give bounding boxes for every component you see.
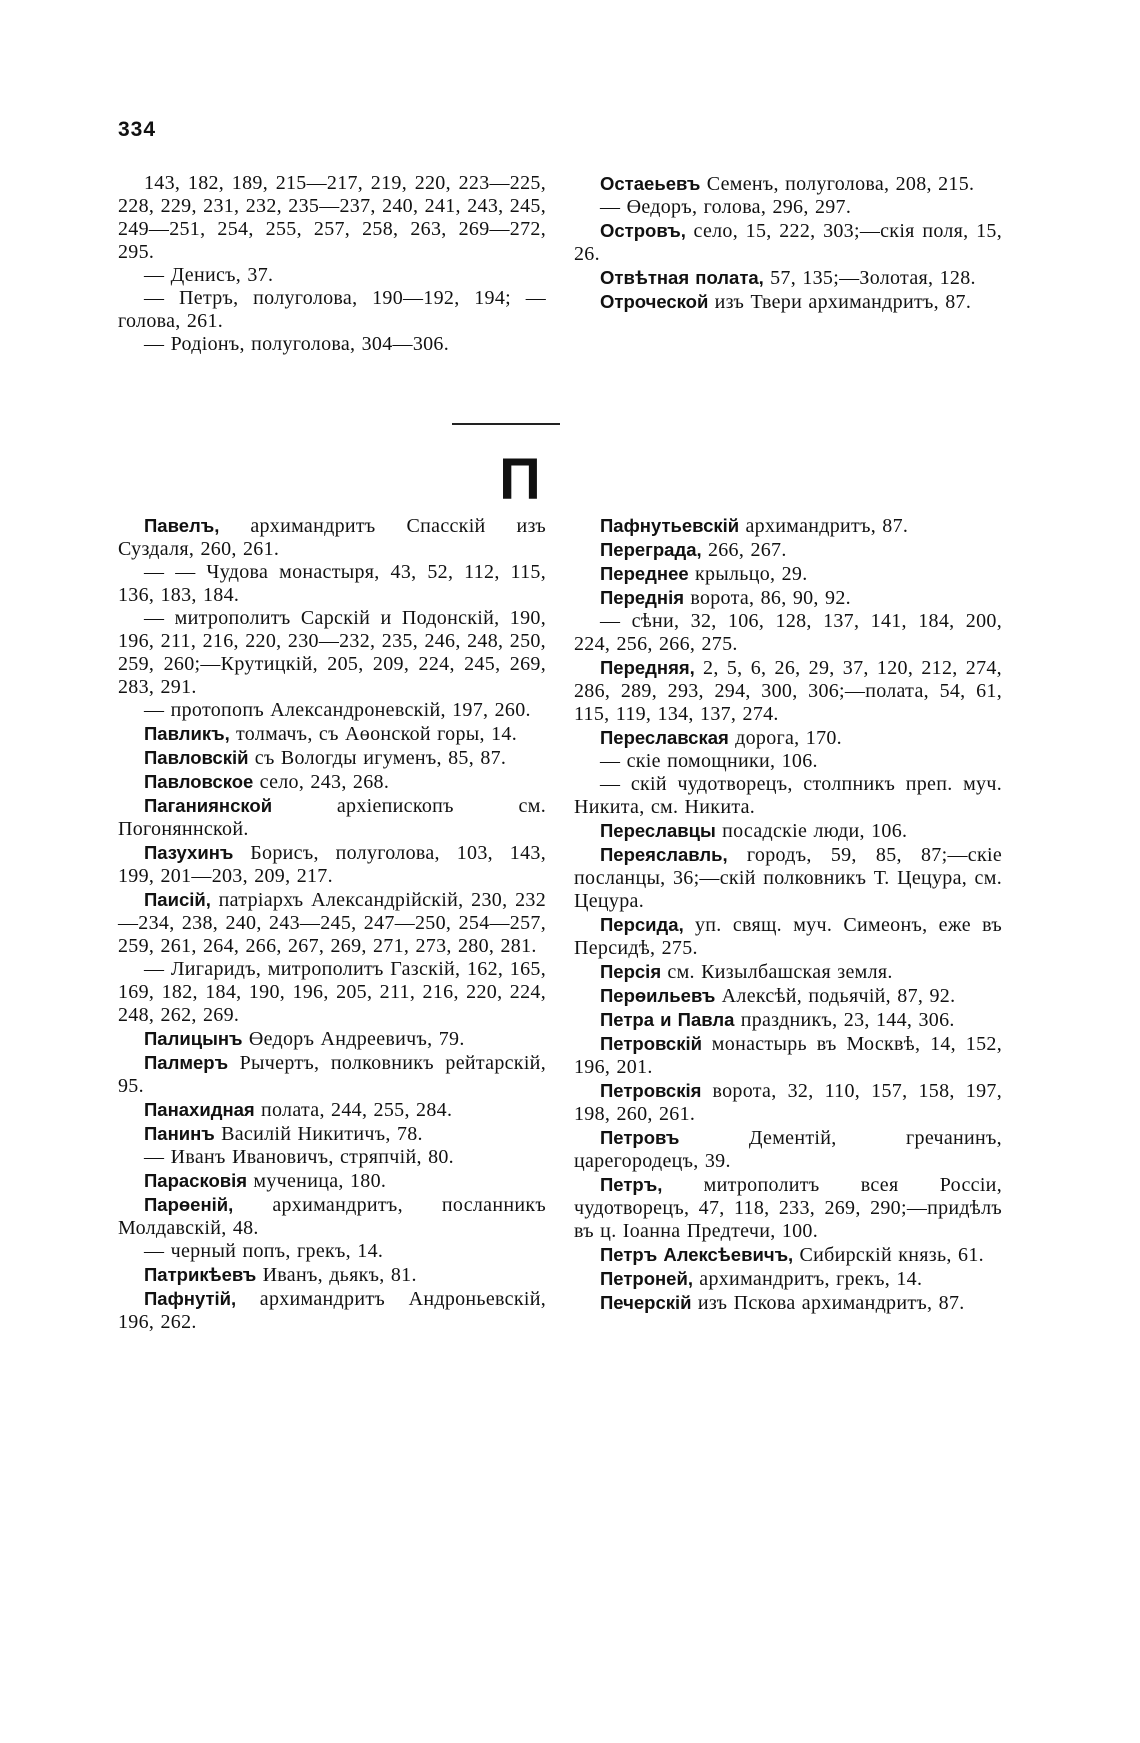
page-number: 334 <box>118 118 157 141</box>
entry-references: архимандритъ Спасскій изъ Суздаля, 260, 261. <box>118 515 546 560</box>
entry-headword: Переднее <box>600 563 689 584</box>
letter-p-entries <box>118 514 1002 1334</box>
column-right <box>574 514 1002 1334</box>
entry-headword: Пазухинъ <box>144 842 234 863</box>
index-subentry <box>118 1240 546 1263</box>
entry-references: — Өедоръ, голова, 296, 297. <box>600 196 852 218</box>
column-right <box>574 172 1002 356</box>
entry-headword: Панинъ <box>144 1123 215 1144</box>
index-entry <box>574 843 1002 913</box>
index-subentry <box>118 607 546 699</box>
entry-headword: Остаеьевъ <box>600 173 701 194</box>
entry-references: архимандритъ, посланникъ Молдавскій, 48. <box>118 1194 546 1239</box>
entry-references: Сибирскій князь, 61. <box>793 1244 984 1266</box>
entry-references: село, 15, 222, 303;—скія поля, 15, 26. <box>574 220 1002 265</box>
entry-headword: Патрикѣевъ <box>144 1264 257 1285</box>
index-subentry <box>118 333 546 356</box>
entry-headword: Паисій, <box>144 889 211 910</box>
entry-headword: Переднія <box>600 587 685 608</box>
entry-references: — Лигаридъ, митрополитъ Газскій, 162, 165, 169, 182, 184, 190, 196, 205, 211, 216, 220, 224, 248, 262, 269. <box>118 958 546 1026</box>
index-entry <box>574 1291 1002 1315</box>
entry-references: изъ Пскова архимандритъ, 87. <box>691 1292 965 1314</box>
entry-references: дорога, 170. <box>728 727 842 749</box>
entry-references: крыльцо, 29. <box>688 563 808 585</box>
continued-entries <box>118 172 1002 356</box>
index-entry <box>574 1126 1002 1173</box>
index-entry <box>574 538 1002 562</box>
index-subentry <box>118 264 546 287</box>
index-entry <box>574 656 1002 726</box>
entry-headword: Пафнутій, <box>144 1288 237 1309</box>
entry-references: Василій Никитичъ, 78. <box>214 1123 423 1145</box>
entry-headword: Палицынъ <box>144 1028 243 1049</box>
entry-references: Борисъ, полуголова, 103, 143, 199, 201—203, 209, 217. <box>118 842 546 887</box>
index-entry <box>574 514 1002 538</box>
entry-references: — Родіонъ, полуголова, 304—306. <box>144 333 450 355</box>
entry-references: 57, 135;—Золотая, 128. <box>763 267 976 289</box>
entry-references: уп. свящ. муч. Симеонъ, еже въ Персидѣ, 275. <box>574 914 1002 959</box>
entry-references: Семенъ, полуголова, 208, 215. <box>700 173 975 195</box>
index-entry <box>574 1243 1002 1267</box>
entry-references: — митрополитъ Сарскій и Подонскій, 190, 196, 211, 216, 220, 230—232, 235, 246, 248, 250, 259, 260;—Крутицкій, 205, 209, 224, 245, 269, 283, 291. <box>118 607 546 698</box>
entry-references: — Денисъ, 37. <box>144 264 274 286</box>
entry-headword: Панахидная <box>144 1099 255 1120</box>
entry-references: 143, 182, 189, 215—217, 219, 220, 223—225, 228, 229, 231, 232, 235—237, 240, 241, 243, 245, 249—251, 254, 255, 257, 258, 263, 269—272, 295. <box>118 172 546 263</box>
entry-headword: Паганиянской <box>144 795 273 816</box>
entry-headword: Парасковія <box>144 1170 248 1191</box>
entry-references: посадскіе люди, 106. <box>715 820 908 842</box>
entry-references: — Иванъ Ивановичъ, стряпчій, 80. <box>144 1146 454 1168</box>
entry-headword: Переславская <box>600 727 729 748</box>
entry-headword: Павловскій <box>144 747 249 768</box>
entry-headword: Парөеній, <box>144 1194 234 1215</box>
entry-headword: Пафнутьевскій <box>600 515 740 536</box>
entry-references: митрополитъ всея Россіи, чудотворецъ, 47, 118, 233, 269, 290;—придѣлъ въ ц. Іоанна Предтечи, 100. <box>574 1174 1002 1242</box>
index-entry <box>118 1169 546 1193</box>
column-left <box>118 172 546 356</box>
index-entry <box>118 888 546 958</box>
entry-references: праздникъ, 23, 144, 306. <box>734 1009 955 1031</box>
entry-references: архимандритъ Андроньевскій, 196, 262. <box>118 1288 546 1333</box>
entry-references: полата, 244, 255, 284. <box>254 1099 453 1121</box>
entry-headword: Передняя, <box>600 657 695 678</box>
index-subentry <box>574 610 1002 656</box>
entry-references: — скій чудотворецъ, столпникъ преп. муч. Никита, см. Никита. <box>574 773 1002 818</box>
entry-references: — — Чудова монастыря, 43, 52, 112, 115, 136, 183, 184. <box>118 561 546 606</box>
index-subentry <box>118 1146 546 1169</box>
entry-references: съ Вологды игуменъ, 85, 87. <box>248 747 507 769</box>
section-letter-heading: П <box>499 447 541 512</box>
entry-references: городъ, 59, 85, 87;—скіе посланцы, 36;—скій полковникъ Т. Цецура, см. Цецура. <box>574 844 1002 912</box>
entry-headword: Петроней, <box>600 1268 693 1289</box>
index-entry <box>574 819 1002 843</box>
index-entry <box>118 722 546 746</box>
entry-references: архимандритъ, 87. <box>739 515 909 537</box>
entry-headword: Переграда, <box>600 539 702 560</box>
entry-headword: Печерскій <box>600 1292 692 1313</box>
index-entry <box>118 1287 546 1334</box>
index-entry <box>574 1079 1002 1126</box>
entry-headword: Петровскія <box>600 1080 702 1101</box>
index-subentry <box>118 958 546 1027</box>
index-entry <box>118 1122 546 1146</box>
index-entry <box>574 984 1002 1008</box>
entry-references: — сѣни, 32, 106, 128, 137, 141, 184, 200, 224, 256, 266, 275. <box>574 610 1002 655</box>
entry-references: толмачъ, съ Аөонской горы, 14. <box>229 723 518 745</box>
index-subentry <box>574 196 1002 219</box>
entry-headword: Отвѣтная полата, <box>600 267 764 288</box>
entry-headword: Персида, <box>600 914 684 935</box>
index-entry <box>574 172 1002 196</box>
index-entry <box>118 1098 546 1122</box>
index-entry <box>574 726 1002 750</box>
index-entry <box>118 1051 546 1098</box>
entry-headword: Петровъ <box>600 1127 680 1148</box>
index-subentry <box>118 561 546 607</box>
entry-headword: Палмеръ <box>144 1052 229 1073</box>
entry-headword: Петръ Алексѣевичъ, <box>600 1244 794 1265</box>
index-entry <box>574 1008 1002 1032</box>
entry-headword: Отроческой <box>600 291 709 312</box>
column-left <box>118 514 546 1334</box>
entry-references: 266, 267. <box>701 539 787 561</box>
entry-references: ворота, 32, 110, 157, 158, 197, 198, 260, 261. <box>574 1080 1002 1125</box>
entry-references: Алексѣй, подьячій, 87, 92. <box>715 985 956 1007</box>
entry-references: 2, 5, 6, 26, 29, 37, 120, 212, 274, 286, 289, 293, 294, 300, 306;—полата, 54, 61, 115, 119, 134, 137, 274. <box>574 657 1002 725</box>
index-entry <box>118 1263 546 1287</box>
index-entry <box>118 746 546 770</box>
entry-references: — протопопъ Александроневскій, 197, 260. <box>144 699 531 721</box>
index-entry <box>574 562 1002 586</box>
entry-references: — черный попъ, грекъ, 14. <box>144 1240 384 1262</box>
index-entry <box>574 290 1002 314</box>
index-entry <box>574 219 1002 266</box>
entry-references: архимандритъ, грекъ, 14. <box>692 1268 923 1290</box>
entry-headword: Островъ, <box>600 220 686 241</box>
index-entry <box>118 1027 546 1051</box>
entry-headword: Петровскій <box>600 1033 702 1054</box>
entry-references: мученица, 180. <box>247 1170 387 1192</box>
index-subentry <box>118 172 546 264</box>
index-subentry <box>118 699 546 722</box>
entry-references: Рычертъ, полковникъ рейтарскій, 95. <box>118 1052 546 1097</box>
entry-headword: Павелъ, <box>144 515 220 536</box>
entry-references: село, 243, 268. <box>253 771 390 793</box>
index-entry <box>574 266 1002 290</box>
index-entry <box>574 960 1002 984</box>
entry-references: ворота, 86, 90, 92. <box>684 587 851 609</box>
index-entry <box>574 586 1002 610</box>
entry-references: — Петръ, полуголова, 190—192, 194; —голова, 261. <box>118 287 546 332</box>
index-entry <box>118 794 546 841</box>
entry-references: монастырь въ Москвѣ, 14, 152, 196, 201. <box>574 1033 1002 1078</box>
entry-headword: Павловское <box>144 771 254 792</box>
entry-headword: Переяславль, <box>600 844 728 865</box>
entry-references: — скіе помощники, 106. <box>600 750 818 772</box>
entry-headword: Перөильевъ <box>600 985 716 1006</box>
index-subentry <box>574 750 1002 773</box>
index-subentry <box>574 773 1002 819</box>
entry-headword: Петръ, <box>600 1174 663 1195</box>
index-entry <box>574 1267 1002 1291</box>
index-entry <box>574 1173 1002 1243</box>
index-entry <box>574 1032 1002 1079</box>
entry-headword: Петра и Павла <box>600 1009 735 1030</box>
entry-references: Өедоръ Андреевичъ, 79. <box>242 1028 465 1050</box>
index-entry <box>118 1193 546 1240</box>
entry-references: архіепископъ см. Погоняннской. <box>118 795 546 840</box>
index-entry <box>574 913 1002 960</box>
entry-references: см. Кизылбашская земля. <box>661 961 893 983</box>
entry-headword: Персія <box>600 961 662 982</box>
entry-references: Иванъ, дьякъ, 81. <box>256 1264 417 1286</box>
entry-references: Дементій, гречанинъ, царегородецъ, 39. <box>574 1127 1002 1172</box>
entry-headword: Павликъ, <box>144 723 230 744</box>
index-subentry <box>118 287 546 333</box>
section-divider <box>452 423 560 425</box>
entry-references: патріархъ Александрійскій, 230, 232—234, 238, 240, 243—245, 247—250, 254—257, 259, 261, 264, 266, 267, 269, 271, 273, 280, 281. <box>118 889 546 957</box>
entry-references: изъ Твери архимандритъ, 87. <box>708 291 972 313</box>
index-entry <box>118 770 546 794</box>
index-entry <box>118 841 546 888</box>
entry-headword: Переславцы <box>600 820 716 841</box>
index-entry <box>118 514 546 561</box>
